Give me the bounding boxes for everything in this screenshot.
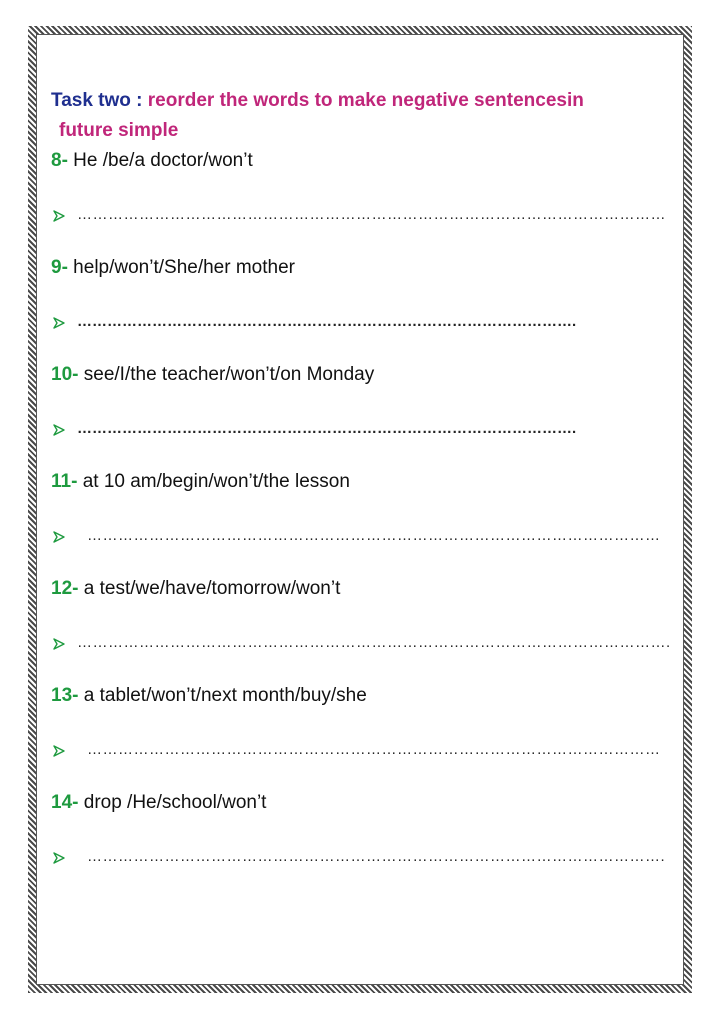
scrambled-words: He /be/a doctor/won’t [67, 150, 253, 171]
word-prompt [51, 574, 651, 604]
item-number: 10- [51, 364, 79, 385]
exercise-item-12 [51, 574, 671, 681]
answer-dots: ………………………………………………………………………………………………… [87, 527, 661, 544]
answer-dots: ………………………………………………………………………………………………… [87, 741, 661, 758]
word-prompt [51, 788, 651, 818]
word-prompt [51, 146, 651, 176]
answer-line[interactable] [51, 176, 666, 253]
answer-dots: ……………………………………………………………………………………………………. [77, 634, 671, 651]
item-number: 11- [51, 471, 78, 492]
answer-dots: …………………………………………………………………………………………………. [87, 848, 666, 865]
scrambled-words: at 10 am/begin/won’t/the lesson [77, 471, 350, 492]
word-prompt [51, 467, 651, 497]
arrowhead-bullet-icon [53, 745, 65, 757]
answer-dots: …………………………………………………………………………………………………… [77, 206, 666, 223]
answer-line[interactable] [51, 497, 661, 574]
answer-line[interactable] [51, 604, 671, 681]
arrowhead-bullet-icon [53, 210, 65, 222]
answer-dots: ………………………………………………………………………………………. [77, 420, 577, 437]
item-number: 12- [51, 578, 79, 599]
worksheet-content [51, 86, 671, 895]
task-label: Task two : [51, 90, 143, 111]
exercise-item-13 [51, 681, 661, 788]
exercise-item-9 [51, 253, 651, 360]
answer-line[interactable] [51, 390, 651, 467]
item-number: 13- [51, 685, 79, 706]
arrowhead-bullet-icon [53, 638, 65, 650]
arrowhead-bullet-icon [53, 317, 65, 329]
answer-line[interactable] [51, 283, 651, 360]
word-prompt [51, 360, 651, 390]
scrambled-words: drop /He/school/won’t [78, 792, 267, 813]
answer-line[interactable] [51, 711, 661, 788]
answer-line[interactable] [51, 818, 666, 895]
task-instruction-continued: future simple [59, 120, 179, 141]
exercise-item-10 [51, 360, 651, 467]
arrowhead-bullet-icon [53, 424, 65, 436]
scrambled-words: help/won’t/She/her mother [67, 257, 295, 278]
scrambled-words: a tablet/won’t/next month/buy/she [78, 685, 367, 706]
arrowhead-bullet-icon [53, 531, 65, 543]
exercise-item-11 [51, 467, 661, 574]
word-prompt [51, 253, 651, 283]
scrambled-words: see/I/the teacher/won’t/on Monday [78, 364, 375, 385]
task-instruction: reorder the words to make negative sentencesin [142, 90, 584, 111]
answer-dots: ………………………………………………………………………………………. [77, 313, 577, 330]
item-number: 8- [51, 150, 68, 171]
item-number: 9- [51, 257, 68, 278]
word-prompt [51, 681, 651, 711]
exercise-item-8 [51, 146, 666, 253]
item-number: 14- [51, 792, 79, 813]
arrowhead-bullet-icon [53, 852, 65, 864]
scrambled-words: a test/we/have/tomorrow/won’t [78, 578, 341, 599]
task-heading [51, 86, 651, 116]
exercise-item-14 [51, 788, 666, 895]
